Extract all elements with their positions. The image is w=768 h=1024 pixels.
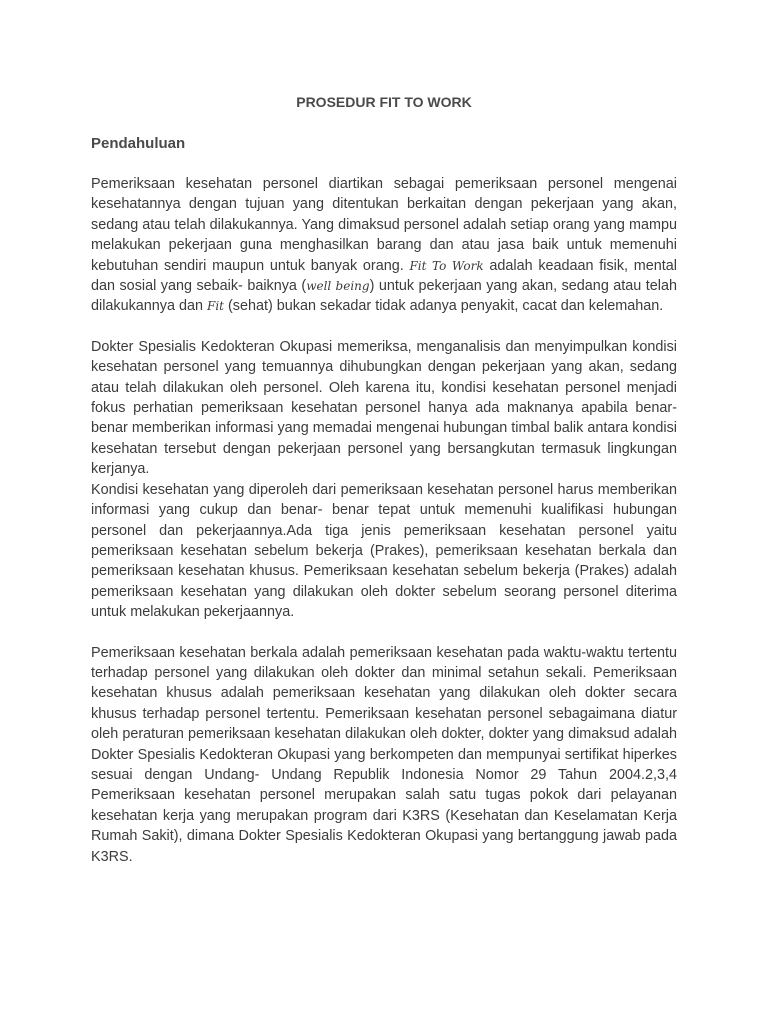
paragraph-2: Dokter Spesialis Kedokteran Okupasi memeriksa, menganalisis dan menyimpulkan kondisi kesehatan personel yang temuannya dihubungkan dengan pekerjaan yang akan, sedang atau telah dilakukan oleh personel. Oleh karena itu, kondisi kesehatan personel menjadi fokus perhatian pemeriksaan kesehatan personel hanya ada maknanya apabila benar-benar memberikan informasi yang memadai mengenai hubungan timbal balik antara kondisi kesehatan tersebut dengan pekerjaan personel yang bersangkutan termasuk lingkungan kerjanya. — [91, 338, 677, 478]
paragraph-1-italic-fit: Fit — [207, 299, 225, 314]
paragraph-1-text-a: Pemeriksaan kesehatan personel diartikan sebagai pemeriksaan personel mengenai kesehatannya dengan tujuan yang ditentukan berkaitan dengan pekerjaan yang akan, sedang atau telah dilakukannya. Yang dimaksud personel adalah setiap orang yang mampu melakukan pekerjaan guna menghasilkan barang dan atau jasa baik untuk memenuhi kebutuhan sendiri maupun untuk banyak orang. — [91, 176, 677, 274]
paragraph-4: Pemeriksaan kesehatan berkala adalah pemeriksaan kesehatan pada waktu-waktu tertentu terhadap personel yang dilakukan oleh dokter dan minimal setahun sekali. Pemeriksaan kesehatan khusus adalah pemeriksaan kesehatan yang dilakukan oleh dokter secara khusus terhadap personel tertentu. Pemeriksaan kesehatan personel sebagaimana diatur oleh peraturan pemeriksaan kesehatan dilakukan oleh dokter, dokter yang dimaksud adalah Dokter Spesialis Kedokteran Okupasi yang berkompeten dan mempunyai sertifikat hiperkes sesuai dengan Undang- Undang Republik Indonesia Nomor 29 Tahun 2004.2,3,4 Pemeriksaan kesehatan personel merupakan salah satu tugas pokok dari pelayanan kesehatan kerja yang merupakan program dari K3RS (Kesehatan dan Keselamatan Kerja Rumah Sakit), dimana Dokter Spesialis Kedokteran Okupasi yang bertanggung jawab pada K3RS. — [91, 644, 677, 865]
section-heading: Pendahuluan — [91, 135, 186, 152]
paragraph-3: Kondisi kesehatan yang diperoleh dari pemeriksaan kesehatan personel harus memberikan informasi yang cukup dan benar- benar tepat untuk memenuhi kualifikasi hubungan personel dan pekerjaannya.Ada tiga jenis pemeriksaan kesehatan personel yaitu pemeriksaan kesehatan sebelum bekerja (Prakes), pemeriksaan kesehatan berkala dan pemeriksaan kesehatan khusus. Pemeriksaan kesehatan sebelum bekerja (Prakes) adalah pemeriksaan kesehatan yang dilakukan oleh dokter sebelum seorang personel diterima untuk melakukan pekerjaannya. — [91, 481, 677, 621]
paragraph-1-text-c: adalah keadaan fisik, mental dan sosial yang sebaik- baiknya ( — [91, 257, 677, 295]
paragraph-1-text-e: ) untuk pekerjaan yang akan, sedang atau telah dilakukannya dan — [91, 278, 677, 315]
document-title: PROSEDUR FIT TO WORK — [296, 94, 472, 110]
paragraph-1-text-g: (sehat) bukan sekadar tidak adanya penyakit, cacat dan kelemahan. — [224, 298, 664, 315]
paragraph-gap — [91, 623, 677, 643]
paragraph-1-italic-fit-to-work: Fit To Work — [409, 258, 484, 273]
paragraph-1-italic-well-being: well being — [306, 279, 370, 294]
paragraph-gap — [91, 317, 677, 337]
paragraph-1 — [91, 174, 677, 317]
